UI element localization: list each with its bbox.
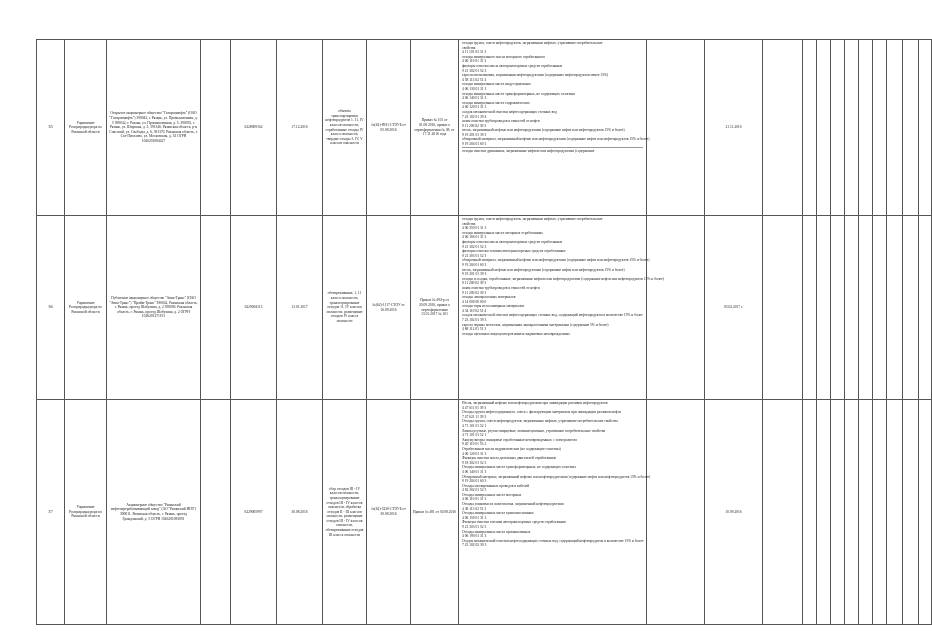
waste-line: тара полиэтиленовая, загрязненная нефтепродуктами (содержание нефтепродуктов менее 15%) [462,73,609,78]
empty-cell [903,40,919,216]
table-row [37,400,932,625]
waste-line: отходы минеральных масел индустриальных [462,82,531,87]
empty-cell [887,216,903,400]
waste-line: шлам очистки трубопроводов и емкостей от нефти [462,285,540,290]
empty-cell [201,400,231,625]
waste-line: 4 71 101 01 52 1 [462,423,487,428]
empty-cell [859,400,873,625]
table-row [37,40,932,216]
waste-line: 4 38 113 02 51 4 [462,77,487,82]
empty-cell [919,40,932,216]
waste-line: 4 68 112 01 51 3 [462,327,487,332]
empty-cell [763,40,803,216]
waste-line: Фильтры очистки топлива автотранспортных средств отработанные [462,520,567,525]
waste-line: 4 06 120 01 31 3 [462,105,487,110]
entry-date-cell: 03.02.2017 г. [705,216,763,400]
issue-date-cell: 17.12.2016 [277,40,323,216]
waste-line: фильтры очистки масла автотранспортных средств отработанные [462,63,563,68]
activity-cell: обезвреживание, 1, 11 класса опасности, транспортирование отходов 11, IV классов опасности, размещение отходов IV класса опасности [323,216,367,400]
waste-list-cell [459,400,651,625]
waste-line: 4 34 110 02 51 4 [462,308,487,313]
authority-cell: Управление Росприроднадзора по Рязанской области [65,400,107,625]
waste-line: отходы грунта, смеси нефтепродуктов, загрязненные нефтью, утратившие потребительские [462,41,603,45]
waste-line: 7 47 621 11 39 3 [462,414,487,419]
waste-line: отходы минерального масла моторного отработанного [462,54,546,59]
waste-line: Отходы минеральных масел трансформаторных, не содержащих галогены [462,465,576,470]
waste-line: шлам очистки трубопроводов и емкостей от нефти [462,119,540,124]
waste-line: Песок, загрязненный нефтью или нефтепродуктами при ликвидации разливов нефтепродуктов [462,401,608,405]
empty-cell [919,216,932,400]
waste-list-cell [459,40,650,216]
empty-cell [817,216,831,400]
empty-cell [859,216,873,400]
empty-cell [647,216,705,400]
waste-line: 4 82 302 01 52 5 [462,488,487,493]
empty-cell [201,216,231,400]
empty-cell [919,400,932,625]
licensee-cell: Акционерное общество "Рязанский нефтеперерабатывающий завод" (АО "Рязанский НПЗ") 390011, Рязанская область, г. Рязань, проезд Гражданский, д. 5 ОГРН 1026201083891 [107,400,201,625]
waste-line: 9 19 201 01 39 3 [462,272,487,277]
waste-line: отходы очистки дренажных, загрязненные нефтью или нефтепродуктами (содержание [462,147,643,153]
waste-line: 4 11 101 03 31 3 [462,50,487,55]
waste-line: отходы щелочных аккумуляторов никель-кадмиевых неповрежденных [462,331,570,336]
order-cell: Приказ № 481 от 30.08.2016 [411,400,459,625]
waste-line: 4 71 101 01 52 1 [462,433,487,438]
waste-list-cell [459,216,664,400]
order-cell: Приказ № 101 от 01.08.2016, приказ о переоформлении № 38, от 17.11.2016 года [411,40,459,216]
waste-line: 9 21 303 01 52 3 [462,253,487,258]
waste-line: 9 21 303 01 52 3 [462,525,487,530]
licensee-cell: Публичное акционерное общество "Авиа-Транс" (ПАО "Авиа-Транс") "Прайм-Транс" 390042, Рязанская область, г. Рязань, проезд Шабулина, д. 2 390000, Рязанская область, г. Рязань, проезд Шабулина, д. 2 ОГРН 1026201271191 [107,216,201,400]
waste-line: песок, загрязненный нефтью или нефтепродуктами (содержание нефти или нефтепродуктов 15% и более) [462,267,625,272]
waste-line: свойства [462,221,476,226]
empty-cell [903,400,919,625]
empty-cell [873,40,887,216]
activity-cell: сбор отходов III - IV классов опасности, транспортирование отходов III - IV классов опасности, обработка отходов II - III классов опасности, размещение отходов III - IV классов опасности, обезвреживание отходов III класса опасности [323,400,367,625]
authority-cell: Управление Росприроднадзора по Рязанской области [65,40,107,216]
waste-line: 9 19 204 01 60 3 [462,262,487,267]
waste-line: 9 19 201 01 39 3 [462,132,487,137]
empty-cell [803,216,817,400]
waste-line: Аккумуляторы свинцовые отработанные неповрежденные, с электролитом [462,437,577,442]
waste-line: 4 06 166 01 31 3 [462,235,487,240]
waste-line: отходы тары из полимерных материалов [462,304,525,309]
empty-cell [845,216,859,400]
waste-line: Отходы грунта, смеси нефтепродуктов, загрязненные нефтью, утратившие потребительские свойства [462,419,618,424]
waste-line: 4 06 140 01 31 3 [462,469,487,474]
waste-line: Лампы ртутные, ртутно-кварцевые, люминесцентные, утратившие потребительские свойства [462,428,606,433]
waste-line: 4 06 130 01 31 3 [462,86,487,91]
empty-cell [803,40,817,216]
order-cell: Приказ № 494-р от 20.09.2016, приказ о переоформлении 13.01.2017 № 101 [411,216,459,400]
waste-line: 9 11 200 02 39 3 [462,123,487,128]
empty-cell [647,40,705,216]
waste-line: Отходы изолированных проводов и кабелей [462,483,530,488]
waste-line: отходы минеральных масел гидравлических [462,100,530,105]
empty-cell [201,40,231,216]
waste-line: отходы минеральных масел моторных отработанных [462,230,543,235]
table-row [37,216,932,400]
issue-date-cell: 30.08.2016 [277,400,323,625]
entry-date-cell: 10.09.2016 [705,400,763,625]
waste-line: отходы и осадки, отработанные, загрязненные нефтью или нефтепродуктами (содержание нефти или нефтепродуктов 15% и более) [462,276,664,281]
waste-line: 9 11 200 02 39 3 [462,281,487,286]
waste-line: песок, загрязненный нефтью или нефтепродуктами (содержание нефти или нефтепродуктов 15% и более) [462,128,625,133]
empty-cell [873,400,887,625]
waste-line: Отходы грунта нефтесодержащего, смесь с фильтрующим материалом при ликвидации разливов нефти [462,410,621,415]
empty-cell [831,400,845,625]
waste-line: Обтирочный материал, загрязненный нефтью или нефтепродуктами (содержание нефти или нефтепродуктов 15% и более) [462,474,651,479]
empty-cell [803,400,817,625]
license-number-cell: №(62)-5230-СТОУБ от 30.08.2016 [367,400,411,625]
row-number-cell: 37 [37,400,65,625]
waste-line: отходы минеральных масел трансформаторных, не содержащих галогены [462,91,575,96]
waste-line: 4 38 113 02 51 3 [462,506,487,511]
waste-line: фильтры очистки топлива автотранспортных средств отработанные [462,249,566,254]
waste-line: Отходы минеральных масел моторных [462,492,522,497]
waste-line: 4 47 611 01 39 3 [462,405,487,410]
empty-cell [763,216,803,400]
waste-line: Осадок механической очистки нефтесодержащих сточных вод, содержащий нефтепродукты в количестве 15% и более [462,538,644,543]
empty-cell [903,216,919,400]
inn-cell: 6228009162 [231,40,277,216]
empty-cell [845,400,859,625]
waste-line: Отходы минеральных масел трансмиссионных [462,511,534,516]
empty-cell [831,216,845,400]
waste-line: 9 19 204 01 60 3 [462,479,487,484]
empty-cell [859,40,873,216]
waste-line: фильтры очистки масла автотранспортных средств отработанные [462,239,563,244]
empty-cell [763,400,803,625]
waste-line: 4 06 110 01 31 3 [462,59,487,64]
waste-line: осадок механической очистки нефтесодержащих сточных вод [462,109,557,114]
waste-line: обтирочный материал, загрязненный нефтью или нефтепродуктами (содержание нефти или нефтепродуктов 15% и более) [462,137,650,142]
waste-line: 4 06 150 01 31 3 [462,515,487,520]
empty-cell [873,216,887,400]
waste-line: 7 23 102 01 39 3 [462,318,487,323]
waste-line: 4 06 140 01 31 3 [462,96,487,101]
waste-line: 4 06 350 01 31 3 [462,226,487,231]
entry-date-cell: 21.11.2016 [705,40,763,216]
waste-line: осадок механической очистки нефтесодержащих сточных вод, содержащий нефтепродукты в количестве 15% и более [462,313,643,318]
inn-cell: 6229005997 [231,400,277,625]
row-number-cell: 35 [37,40,65,216]
activity-cell: объекты транспортировки нефтепродуктов 1, 11, IV классов опасности, отработанные отходы IV класса опасности, твердые отходы 3, IV, V классов опасности [323,40,367,216]
license-number-cell: №(62)-1117-СТОУ от 16.09.2016 [367,216,411,400]
waste-line: свойства [462,45,476,50]
waste-line: 4 14 000 00 00 0 [462,299,487,304]
inn-cell: 6229004113 [231,216,277,400]
empty-cell [887,400,903,625]
waste-line: Отработанные масла гидравлические (не содержащие галогены) [462,446,561,451]
waste-line: 9 11 200 02 39 3 [462,290,487,295]
register-page [36,39,888,624]
issue-date-cell: 13.01.2017 [277,216,323,400]
waste-line: 9 20 110 01 53 2 [462,442,487,447]
waste-line: 9 21 302 01 52 3 [462,244,487,249]
waste-line: 7 23 102 01 39 4 [462,114,487,119]
authority-cell: Управление Росприроднадзора по Рязанской области [65,216,107,400]
empty-cell [887,40,903,216]
waste-line: 9 19 204 01 60 3 [462,142,487,147]
waste-line: 9 18 302 01 52 3 [462,460,487,465]
waste-line: Отходы упаковки из полиэтилена, загрязненной нефтепродуктами [462,502,564,507]
waste-line: отходы грунта, смеси нефтепродуктов, загрязненные нефтью, утратившие потребительские [462,217,603,221]
empty-cell [831,40,845,216]
waste-line: обтирочный материал, загрязненный нефтью или нефтепродуктами (содержание нефти или нефтепродуктов 15% и более) [462,258,650,263]
licensee-cell: Открытое акционерное общество "Газпромнефть" (ОАО "Газпромнефть") 390042, г. Рязань, ул. Промышленная, д. 5 390042, г. Рязань, ул. Промышленная, д. 5, 390035, г. Рязань, ул. Широкая, д. 5, 391346, Рязанская область, р-н Спасский, ул. Свободы, д. 6, 391370, Рязанская область, г. Ста-Пигалово, ул. Московская, д. 33 ОГРН 1026201084427 [107,40,201,216]
empty-cell [817,40,831,216]
empty-cell [845,40,859,216]
empty-cell [817,400,831,625]
waste-line: 4 06 110 01 31 3 [462,497,487,502]
waste-line: 4 06 120 01 31 3 [462,451,487,456]
waste-line: Отходы минеральных масел промышленных [462,529,531,534]
waste-line: тара из черных металлов, загрязненная лакокрасочными материалами (содержание 5% и более) [462,322,609,327]
license-number-cell: №(62)-8931-СТОУБ от 05.08.2016 [367,40,411,216]
waste-line: Фильтры очистки масла дизельных двигателей отработанные [462,456,557,461]
row-number-cell: 36 [37,216,65,400]
waste-line: 4 06 190 01 31 3 [462,534,487,539]
empty-cell [647,400,705,625]
waste-line: 7 23 102 02 39 3 [462,543,487,548]
waste-line: отходы лакокрасочных материалов [462,295,516,300]
waste-line: 9 21 302 01 52 3 [462,68,487,73]
license-register-table [36,39,932,625]
